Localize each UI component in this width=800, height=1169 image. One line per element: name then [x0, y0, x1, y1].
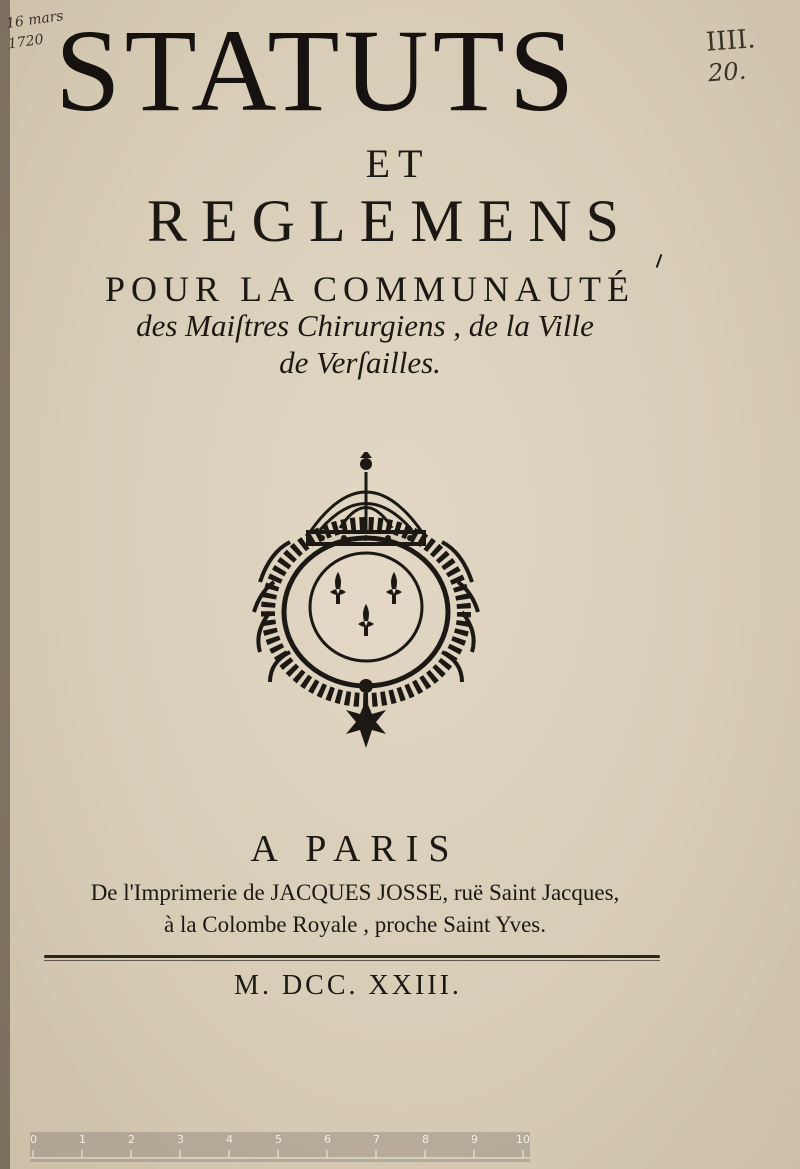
horizontal-rule-thin	[44, 960, 660, 961]
handwritten-date: 16 mars	[5, 8, 65, 32]
second-title: REGLEMENS	[147, 188, 633, 254]
main-title: STATUTS	[55, 5, 579, 136]
handwritten-shelfmark: IIII.	[705, 24, 757, 58]
scale-tick-6: 6	[324, 1133, 331, 1146]
royal-arms-crown-fleur-de-lis-icon	[240, 452, 492, 754]
title-conjunction: ET	[365, 141, 431, 186]
description-line-2: de Verſailles.	[279, 345, 441, 380]
scale-tick-8: 8	[422, 1133, 429, 1146]
scale-tick-3: 3	[177, 1133, 184, 1146]
scale-tick-2: 2	[128, 1133, 135, 1146]
handwritten-accent-mark	[656, 254, 663, 268]
scale-tick-0: 0	[30, 1133, 37, 1146]
scale-tick-7: 7	[373, 1133, 380, 1146]
description-line-1: des Maiſtres Chirurgiens , de la Ville	[136, 308, 594, 343]
handwritten-number: 20.	[707, 56, 748, 88]
horizontal-rule	[44, 955, 660, 958]
scale-tick-10: 10	[516, 1133, 530, 1146]
imprint-place: A PARIS	[250, 828, 460, 870]
scale-tick-5: 5	[275, 1133, 282, 1146]
publication-date: M. DCC. XXIII.	[234, 970, 462, 1001]
scale-tick-4: 4	[226, 1133, 233, 1146]
handwritten-year: 1720	[7, 31, 45, 53]
printer-line-1: De l'Imprimerie de JACQUES JOSSE, ruë Saint Jacques,	[90, 880, 620, 905]
printer-line-2: à la Colombe Royale , proche Saint Yves.	[163, 912, 546, 937]
scale-tick-9: 9	[471, 1133, 478, 1146]
subtitle: POUR LA COMMUNAUTÉ	[104, 269, 636, 309]
scale-tick-1: 1	[79, 1133, 86, 1146]
